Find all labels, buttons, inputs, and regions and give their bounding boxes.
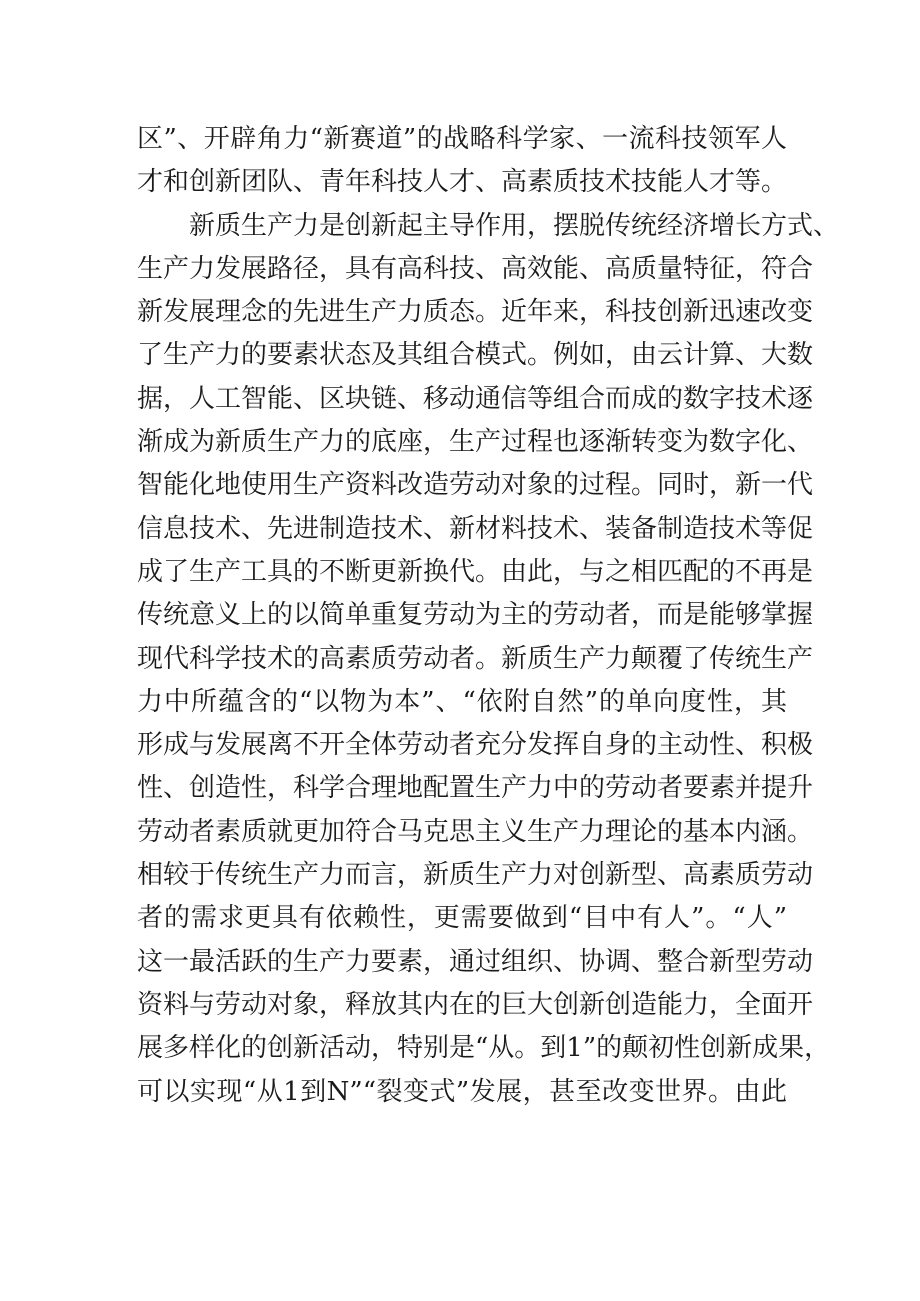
- text-line: 形成与发展离不开全体劳动者充分发挥自身的主动性、积极: [137, 730, 814, 761]
- text-line: 成了生产工具的不断更新换代。由此，与之相匹配的不再是: [137, 556, 814, 587]
- text-line: 生产力发展路径，具有高科技、高效能、高质量特征，符合: [137, 253, 814, 284]
- paragraph-continued: [137, 118, 787, 205]
- text-line: 可以实现“从1到N”“裂变式”发展，甚至改变世界。由此: [137, 1076, 787, 1107]
- text-line: 力中所蕴含的“以物为本”、“依附自然”的单向度性，其: [137, 686, 787, 717]
- text-line: 资料与劳动对象，释放其内在的巨大创新创造能力，全面开: [137, 989, 814, 1020]
- text-line: 区”、开辟角力“新赛道”的战略科学家、一流科技领军人: [137, 124, 787, 154]
- text-line: 劳动者素质就更加符合马克思主义生产力理论的基本内涵。: [137, 816, 814, 847]
- text-line: 信息技术、先进制造技术、新材料技术、装备制造技术等促: [137, 513, 814, 544]
- text-line: 据，人工智能、区块链、移动通信等组合而成的数字技术逐: [137, 383, 814, 414]
- text-line: 者的需求更具有依赖性，更需要做到“目中有人”。“人”: [137, 903, 787, 934]
- text-line: 传统意义上的以简单重复劳动为主的劳动者，而是能够掌握: [137, 600, 814, 631]
- text-line: 渐成为新质生产力的底座，生产过程也逐渐转变为数字化、: [137, 427, 814, 458]
- text-line: 展多样化的创新活动，特别是“从。到1”的颠初性创新成果，: [137, 1033, 831, 1064]
- text-line: 才和创新团队、青年科技人才、高素质技术技能人才等。: [137, 167, 788, 198]
- text-line: 智能化地使用生产资料改造劳动对象的过程。同时，新一代: [137, 470, 814, 501]
- text-line: 新发展理念的先进生产力质态。近年来，科技创新迅速改变: [137, 297, 814, 328]
- body-text: [137, 118, 840, 1114]
- text-line: 现代科学技术的高素质劳动者。新质生产力颠覆了传统生产: [137, 643, 814, 674]
- text-line: 相较于传统生产力而言，新质生产力对创新型、高素质劳动: [137, 860, 814, 891]
- paragraph-main: [137, 205, 840, 1114]
- text-line: 这一最活跃的生产力要素，通过组织、协调、整合新型劳动: [137, 946, 814, 977]
- text-line: 了生产力的要素状态及其组合模式。例如，由云计算、大数: [137, 340, 814, 371]
- text-line: 性、创造性，科学合理地配置生产力中的劳动者要素并提升: [137, 773, 814, 804]
- text-line: 新质生产力是创新起主导作用，摆脱传统经济增长方式、: [189, 210, 840, 241]
